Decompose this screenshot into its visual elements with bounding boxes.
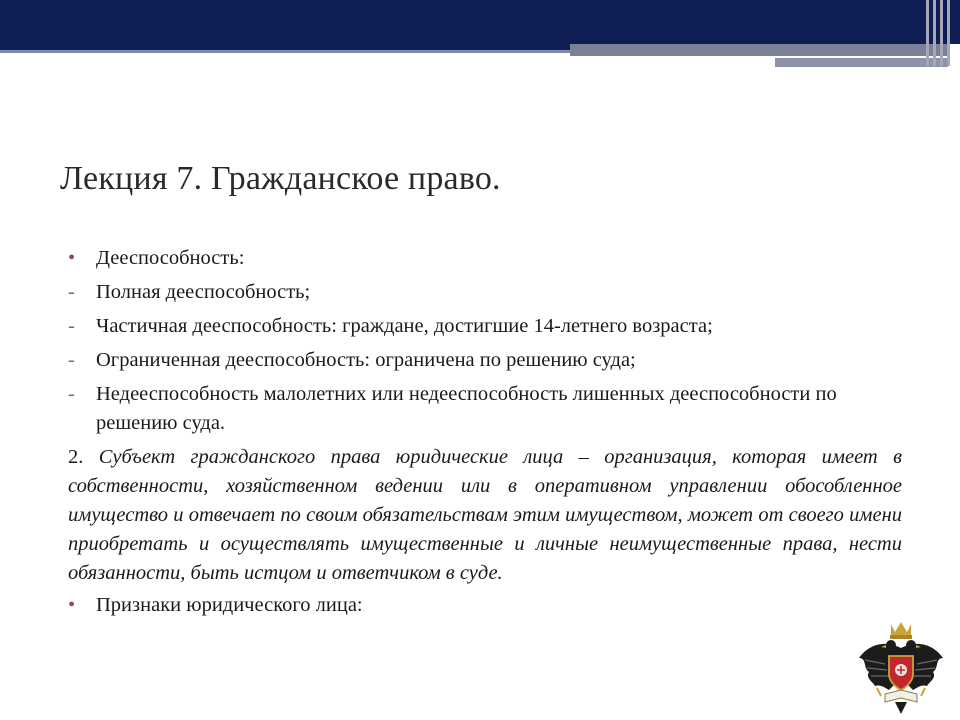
list-item-text: Недееспособность малолетних или недееспособность лишенных дееспособности по решению суда.: [96, 383, 837, 434]
dash-marker: -: [68, 383, 75, 405]
header-band: [0, 0, 960, 44]
coat-of-arms-icon: [855, 618, 947, 716]
list-item: [68, 591, 902, 620]
list-item-text: Частичная дееспособность: граждане, достигшие 14-летнего возраста;: [96, 315, 713, 337]
list-item: [68, 380, 902, 438]
header-edge-line: [0, 50, 570, 53]
dash-marker: -: [68, 281, 75, 303]
header-right-stripe: [933, 0, 936, 66]
slide-content: [68, 244, 902, 625]
slide-title: Лекция 7. Гражданское право.: [60, 160, 501, 197]
header-right-stripe: [940, 0, 943, 66]
list-item-text: Ограниченная дееспособность: ограничена по решению суда;: [96, 349, 636, 371]
list-item-text: Дееспособность:: [96, 247, 245, 269]
paragraph-number: 2.: [68, 446, 84, 468]
paragraph-body: [68, 443, 902, 588]
list-item: [68, 346, 902, 375]
list-item: [68, 312, 902, 341]
list-item-text: Признаки юридического лица:: [96, 594, 363, 616]
list-item-text: Полная дееспособность;: [96, 281, 311, 303]
header-gray-strip: [570, 44, 948, 56]
dash-marker: -: [68, 349, 75, 371]
numbered-paragraph: [68, 443, 902, 588]
header-right-stripe: [926, 0, 929, 66]
header-right-stripe: [947, 0, 950, 66]
bullet-marker: •: [68, 594, 76, 616]
list-item: [68, 244, 902, 273]
paragraph-text: Субъект гражданского права юридические лица – организация, которая имеет в собственности, хозяйственном ведении или в оперативном управлении обособленное имущество и отвечает по своим обязательствам этим имуществом, может от своего имени приобретать и осуществлять имущественные и личные неимущественные права, нести обязанности, быть истцом и ответчиком в суде.: [68, 446, 902, 584]
dash-marker: -: [68, 315, 75, 337]
bullet-marker: •: [68, 247, 76, 269]
list-item: [68, 278, 902, 307]
header-gray-strip-short: [775, 58, 948, 67]
